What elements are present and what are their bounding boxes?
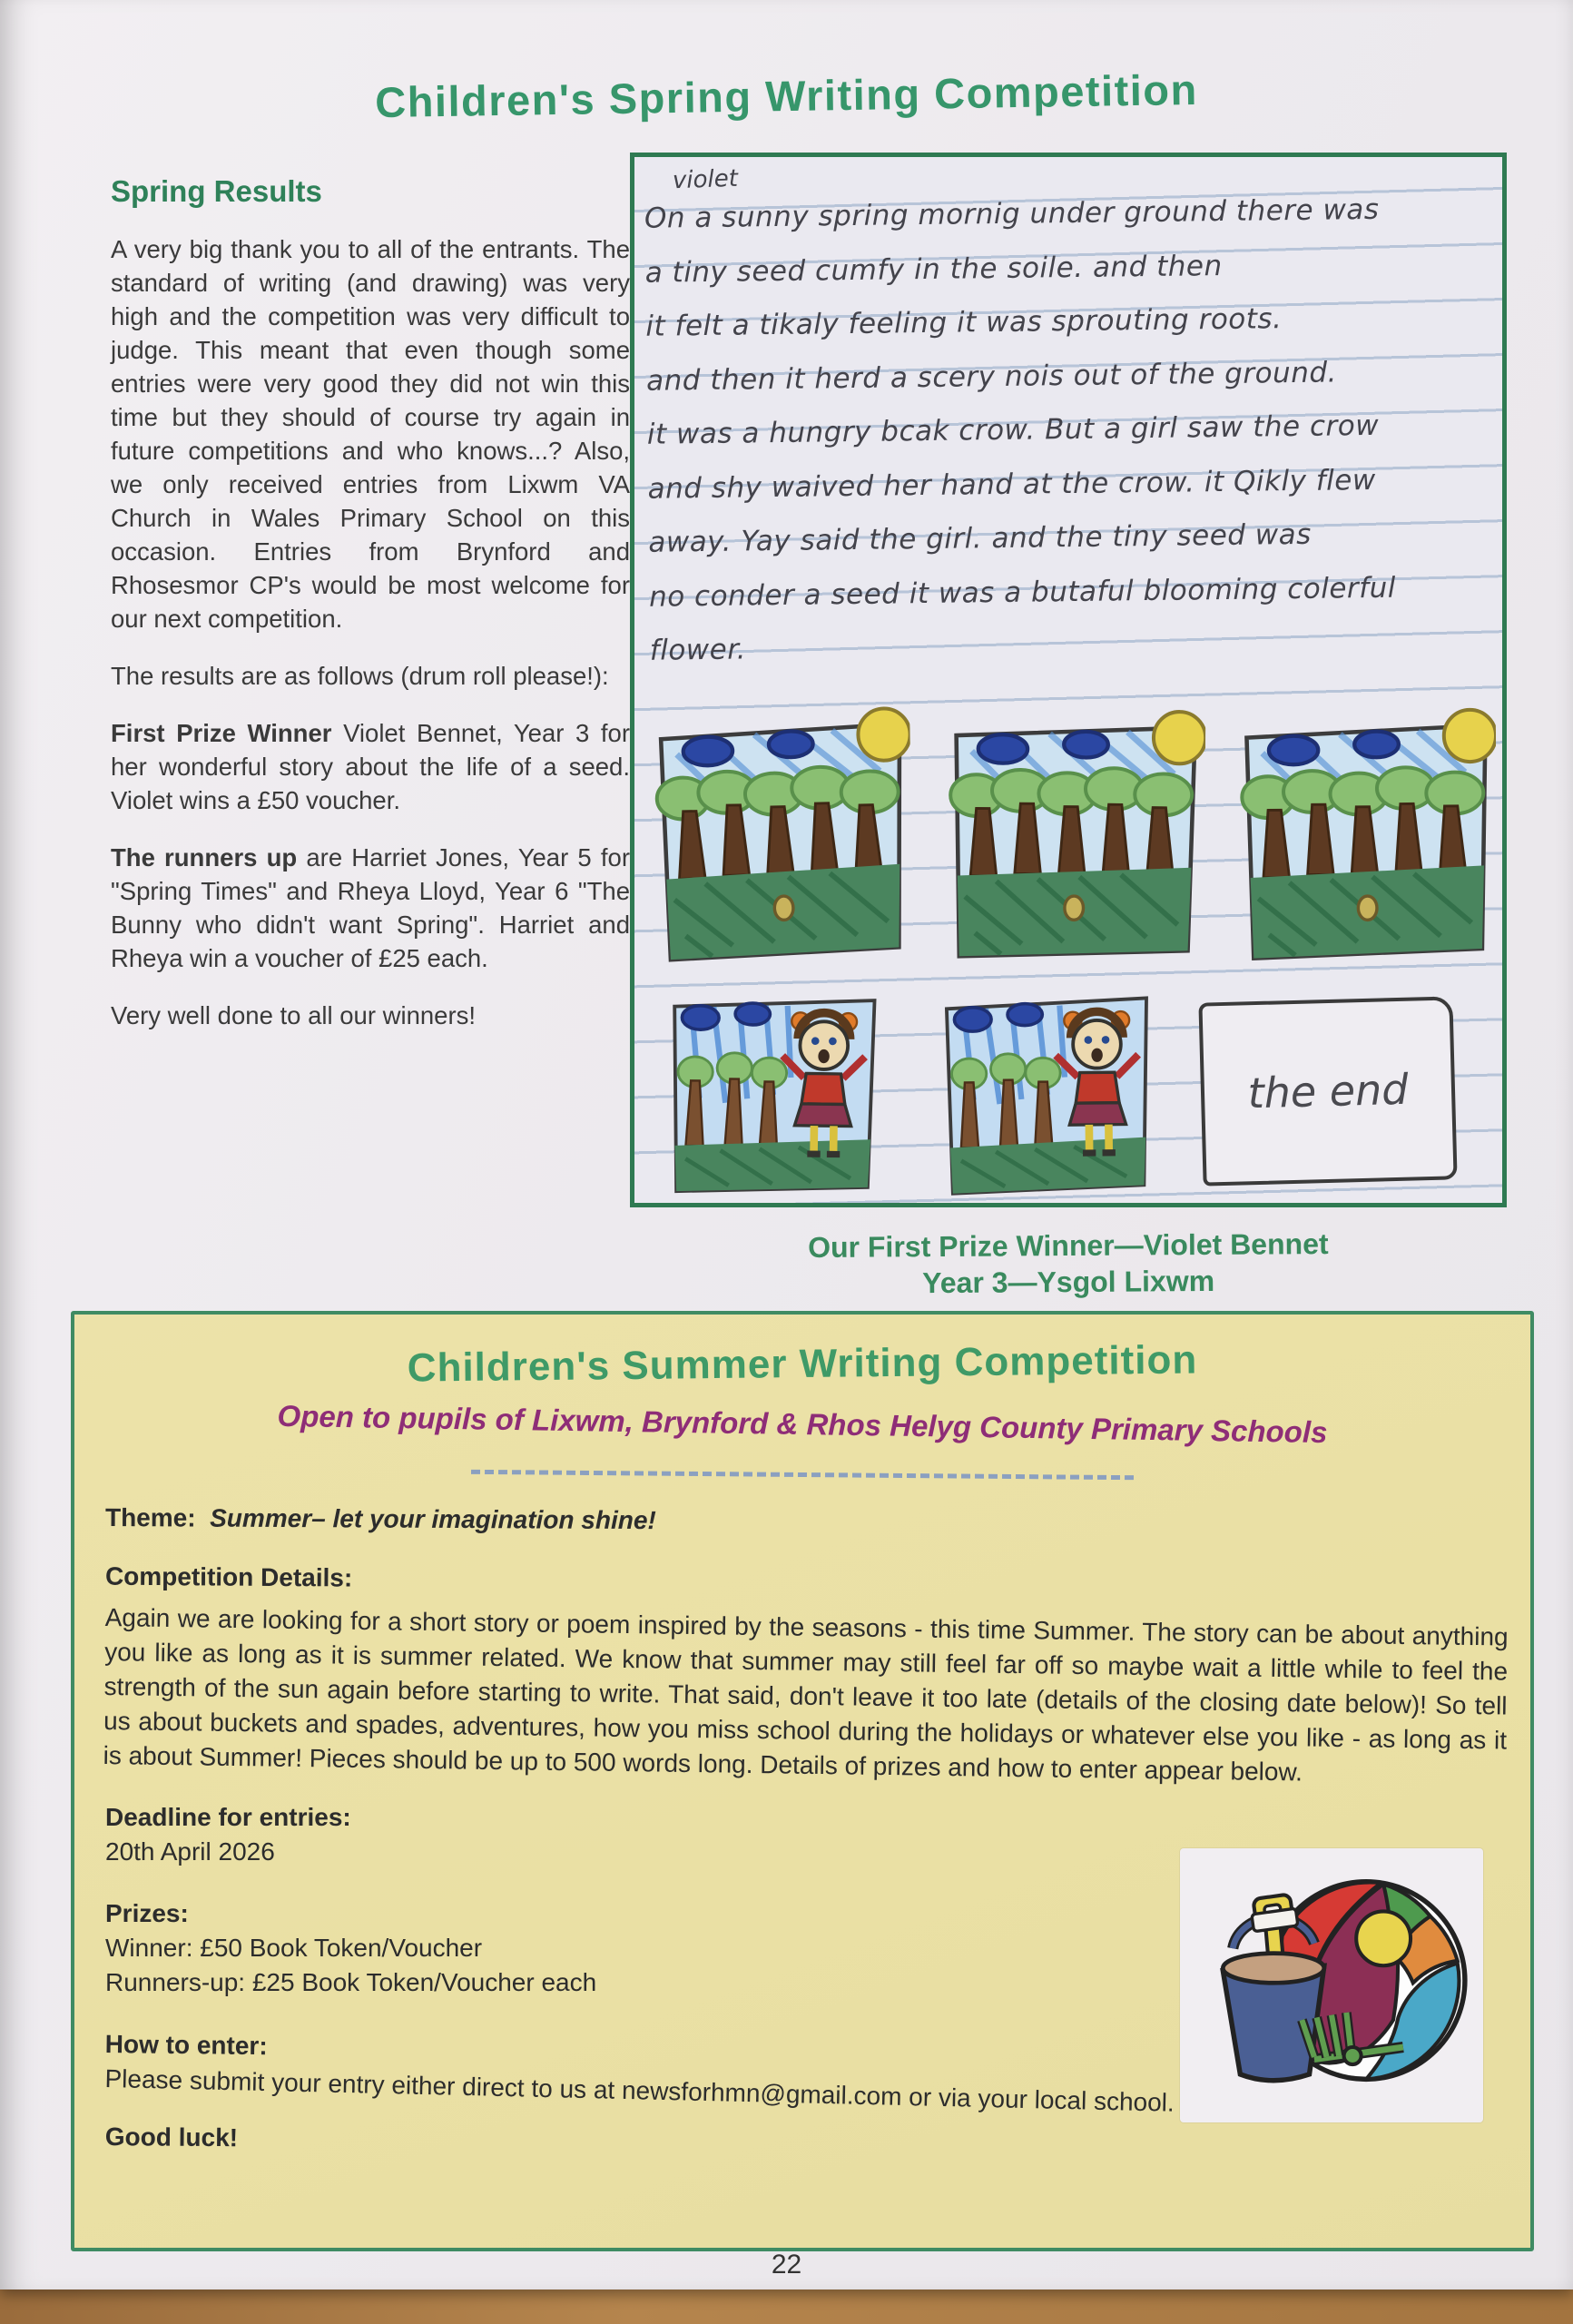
first-prize-detail: Violet Bennet, Year 3 for her wonderful story about the life of a seed. Violet wins a £50 voucher. — [111, 719, 630, 814]
spring-thanks-paragraph: A very big thank you to all of the entrants. The standard of writing (and drawing) was very high and the competition was very difficult to judge. This meant that even though some entries were very good they did not win this time but they should of course try again in future competitions and who knows...? Also, we only received entries from Lixwm VA Church in Wales Primary School on this occasion. Entries from Brynford and Rhosesmor CP's would be most welcome for our next competition. — [111, 235, 630, 633]
competition-details-heading: Competition Details: — [104, 1561, 353, 1592]
runners-up-detail: are Harriet Jones, Year 5 for "Spring Times" and Rheya Lloyd, Year 6 "The Bunny who didn't want Spring". Harriet and Rheya win a voucher of £25 each. — [111, 843, 630, 972]
spring-results-column — [111, 174, 630, 1056]
theme-label: Theme: — [104, 1502, 196, 1532]
page-title: Children's Spring Writing Competition — [374, 64, 1199, 127]
the-end-box: the end — [1198, 996, 1457, 1186]
spring-results-heading: Spring Results — [111, 174, 322, 208]
handwritten-story — [644, 192, 1499, 688]
theme-line — [105, 1501, 1499, 1542]
drawings-bottom-row — [653, 990, 1497, 1195]
first-prize-lead: First Prize Winner — [111, 719, 332, 747]
story-line: it was a hungry bcak crow. But a girl saw the crow — [646, 409, 1380, 451]
results-intro-paragraph: The results are as follows (drum roll please!): — [111, 662, 609, 690]
child-drawing-forest-2 — [943, 701, 1205, 976]
child-drawing-girl-1 — [651, 989, 895, 1196]
deadline-date: 20th April 2026 — [105, 1837, 275, 1866]
story-line: and shy waived her hand at the crow. it Qikly flew — [647, 463, 1376, 506]
story-line: it felt a tikaly feeling it was sprouting roots. — [645, 302, 1283, 343]
theme-text: Summer– let your imagination shine! — [210, 1503, 656, 1535]
story-line: flower. — [649, 633, 747, 667]
winning-story-scan — [630, 153, 1507, 1207]
caption-line-1: Our First Prize Winner—Violet Bennet — [808, 1226, 1329, 1265]
story-line: away. Yay said the girl. and the tiny seed was — [648, 517, 1312, 559]
congrats-line: Very well done to all our winners! — [111, 1001, 477, 1029]
prize-runners-line: Runners-up: £25 Book Token/Voucher each — [105, 1968, 597, 1996]
how-to-enter-text: Please submit your entry either direct to us at newsforhmn@gmail.com or via your local school. — [104, 2063, 1175, 2117]
story-author-name: violet — [672, 164, 739, 195]
competition-details-text: Again we are looking for a short story or poem inspired by the seasons - this time Summer. The story can be about anything you like as long as it is summer related. We know that summer may still feel far off so maybe wait a little while to feel the strength of the sun again before starting to write. That said, don't leave it too late (details of the closing date below)! So tell us about buckets and spades, adventures, how you miss school during the holidays or whatever else you like - as long as it is about Summer! Pieces should be up to 500 words long. Details of prizes and how to enter appear below. — [103, 1602, 1509, 1787]
deadline-heading: Deadline for entries: — [105, 1803, 351, 1831]
caption-line-2: Year 3—Ysgol Lixwm — [922, 1264, 1215, 1300]
runners-up-lead: The runners up — [111, 843, 298, 872]
story-line: and then it herd a scery nois out of the ground. — [645, 355, 1338, 398]
story-line: On a sunny spring mornig under ground there was — [644, 192, 1380, 235]
drawings-top-row — [653, 702, 1497, 974]
prize-winner-line: Winner: £50 Book Token/Voucher — [105, 1934, 483, 1962]
first-prize-paragraph — [111, 716, 630, 817]
page-number: 22 — [771, 2250, 802, 2280]
summer-title: Children's Summer Writing Competition — [407, 1337, 1198, 1391]
beach-toys-illustration — [1195, 1862, 1468, 2109]
summer-subtitle: Open to pupils of Lixwm, Brynford & Rhos Helyg County Primary Schools — [277, 1398, 1328, 1450]
child-drawing-forest-1 — [650, 699, 915, 977]
beach-clipart-card — [1180, 1848, 1483, 2122]
story-caption — [630, 1225, 1508, 1304]
child-drawing-girl-2 — [926, 990, 1169, 1196]
story-line: a tiny seed cumfy in the soile. and then — [644, 249, 1223, 290]
story-line: no conder a seed it was a butaful blooming colerful — [648, 571, 1397, 614]
good-luck-text: Good luck! — [104, 2122, 239, 2152]
how-to-enter-heading: How to enter: — [104, 2029, 268, 2061]
dashed-divider — [471, 1470, 1134, 1480]
summer-competition-box — [71, 1311, 1534, 2251]
runners-up-paragraph — [111, 841, 630, 975]
child-drawing-forest-3 — [1236, 701, 1499, 975]
prizes-heading: Prizes: — [105, 1899, 189, 1927]
